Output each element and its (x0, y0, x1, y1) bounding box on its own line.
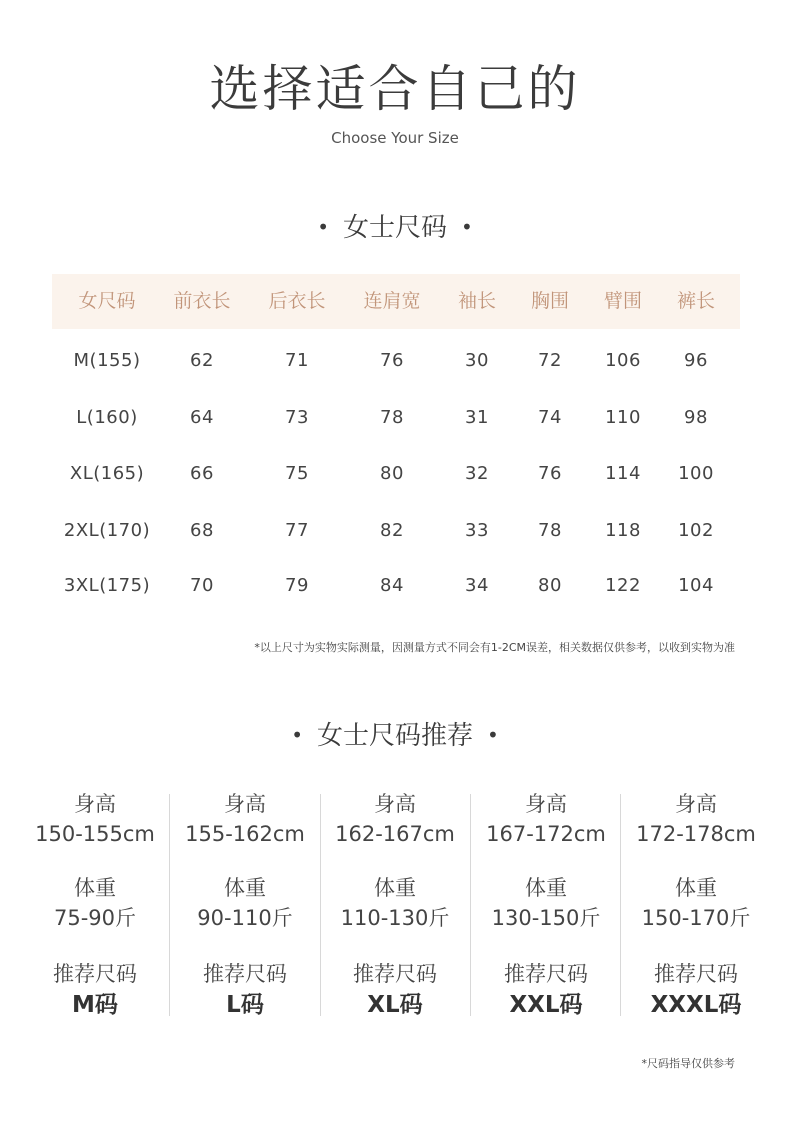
recommend-column (320, 790, 470, 1020)
measure-cell: 73 (285, 407, 309, 428)
size-cell: XL(165) (69, 463, 145, 484)
measure-cell: 98 (684, 407, 708, 428)
measure-cell: 32 (465, 463, 489, 484)
size-section-title: 女士尺码 (342, 213, 447, 243)
height-value: 155-162cm (185, 822, 305, 846)
measure-cell: 70 (190, 575, 214, 596)
weight-label: 体重 (525, 876, 567, 900)
recommend-note: *尺码指导仅供参考 (641, 1057, 735, 1070)
height-label: 身高 (224, 792, 266, 816)
measure-cell: 34 (465, 575, 489, 596)
measure-cell: 78 (538, 520, 562, 541)
recommend-section-title: 女士尺码推荐 (316, 721, 473, 751)
measure-cell: 80 (380, 463, 404, 484)
recommend-column (471, 790, 621, 1020)
measure-cell: 72 (538, 350, 562, 371)
recommended-size: L码 (226, 992, 264, 1018)
weight-label: 体重 (224, 876, 266, 900)
recommend-column (170, 790, 320, 1020)
size-cell: 2XL(170) (63, 520, 151, 541)
measure-cell: 80 (538, 575, 562, 596)
measure-cell: 76 (538, 463, 562, 484)
size-cell: 3XL(175) (63, 575, 151, 596)
height-label: 身高 (374, 792, 416, 816)
table-row (0, 571, 790, 601)
column-divider (320, 794, 321, 1016)
column-divider (620, 794, 621, 1016)
measure-cell: 78 (380, 407, 404, 428)
measure-cell: 118 (605, 520, 641, 541)
size-label: 推荐尺码 (654, 962, 738, 986)
size-label: 推荐尺码 (353, 962, 437, 986)
size-table-header (52, 274, 740, 329)
column-header: 臂围 (603, 290, 643, 312)
measure-cell: 110 (605, 407, 641, 428)
recommended-size: XXXL码 (650, 992, 742, 1018)
measure-cell: 66 (190, 463, 214, 484)
weight-label: 体重 (675, 876, 717, 900)
recommended-size: M码 (72, 992, 118, 1018)
bullet-left: • (291, 723, 303, 747)
recommend-column (621, 790, 771, 1020)
measure-cell: 84 (380, 575, 404, 596)
weight-value: 110-130斤 (340, 906, 450, 930)
height-value: 150-155cm (35, 822, 155, 846)
table-row (0, 516, 790, 546)
column-header: 裤长 (676, 290, 716, 312)
measure-cell: 114 (605, 463, 641, 484)
table-row (0, 403, 790, 433)
weight-label: 体重 (74, 876, 116, 900)
recommend-section-heading (0, 718, 790, 753)
measure-cell: 33 (465, 520, 489, 541)
measure-cell: 75 (285, 463, 309, 484)
measure-cell: 79 (285, 575, 309, 596)
measure-cell: 71 (285, 350, 309, 371)
size-label: 推荐尺码 (504, 962, 588, 986)
size-label: 推荐尺码 (203, 962, 287, 986)
recommend-column (20, 790, 170, 1020)
measure-cell: 82 (380, 520, 404, 541)
page-title: 选择适合自己的 (209, 60, 581, 118)
column-header: 后衣长 (268, 290, 326, 312)
measure-cell: 100 (678, 463, 714, 484)
column-header: 连肩宽 (363, 290, 421, 312)
bullet-left: • (317, 215, 329, 239)
measure-cell: 68 (190, 520, 214, 541)
measure-cell: 122 (605, 575, 641, 596)
measure-cell: 76 (380, 350, 404, 371)
measure-cell: 104 (678, 575, 714, 596)
weight-value: 90-110斤 (197, 906, 293, 930)
column-header: 女尺码 (78, 290, 136, 312)
page-subtitle: Choose Your Size (331, 129, 459, 147)
measure-cell: 77 (285, 520, 309, 541)
height-label: 身高 (74, 792, 116, 816)
measure-cell: 64 (190, 407, 214, 428)
size-cell: L(160) (76, 407, 138, 428)
measure-cell: 96 (684, 350, 708, 371)
column-header: 胸围 (530, 290, 570, 312)
height-value: 167-172cm (486, 822, 606, 846)
height-label: 身高 (525, 792, 567, 816)
measure-cell: 30 (465, 350, 489, 371)
column-divider (169, 794, 170, 1016)
column-header: 前衣长 (173, 290, 231, 312)
weight-label: 体重 (374, 876, 416, 900)
column-divider (470, 794, 471, 1016)
bullet-right: • (461, 215, 473, 239)
measure-cell: 74 (538, 407, 562, 428)
weight-value: 75-90斤 (53, 906, 137, 930)
size-label: 推荐尺码 (53, 962, 137, 986)
bullet-right: • (487, 723, 499, 747)
measure-cell: 106 (605, 350, 641, 371)
measure-cell: 31 (465, 407, 489, 428)
table-row (0, 459, 790, 489)
recommended-size: XXL码 (509, 992, 583, 1018)
recommended-size: XL码 (367, 992, 423, 1018)
weight-value: 150-170斤 (641, 906, 751, 930)
column-header: 袖长 (457, 290, 497, 312)
table-row (0, 346, 790, 376)
weight-value: 130-150斤 (491, 906, 601, 930)
height-value: 162-167cm (335, 822, 455, 846)
measure-cell: 102 (678, 520, 714, 541)
measure-cell: 62 (190, 350, 214, 371)
size-cell: M(155) (73, 350, 141, 371)
height-value: 172-178cm (636, 822, 756, 846)
size-section-heading (0, 210, 790, 245)
height-label: 身高 (675, 792, 717, 816)
size-table-note: *以上尺寸为实物实际测量，因测量方式不同会有1-2CM误差，相关数据仅供参考，以收到实物为准 (254, 641, 735, 654)
